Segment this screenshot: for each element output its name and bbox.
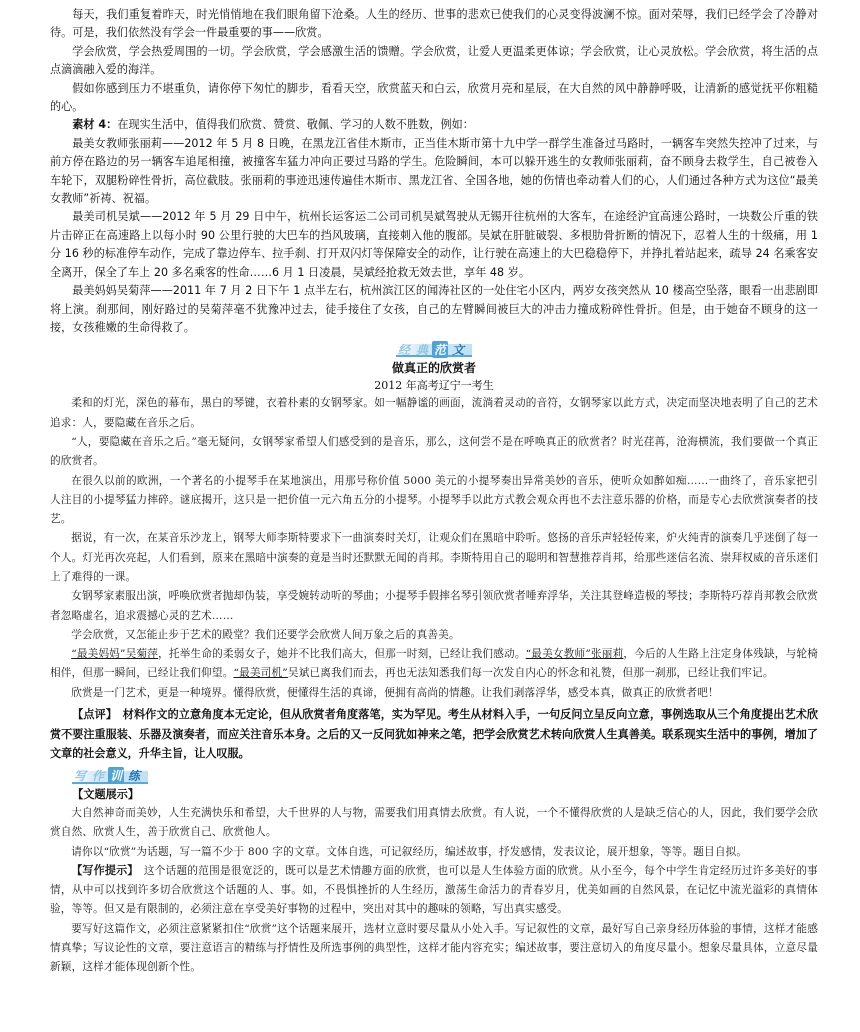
essay-paragraph-2: “人，要隐藏在音乐之后。”毫无疑问，女钢琴家希望人们感受到的是音乐，那么，这何尝不是在呼唤真正的欣赏者？时光荏苒，沧海横流，我们要做一个真正的欣赏者。 — [50, 435, 818, 468]
banner-char: 训 — [109, 769, 122, 784]
underlined-phrase: “最美女教师”张丽莉 — [525, 648, 624, 661]
banner-char: 典 — [415, 342, 428, 357]
material-4-teacher: 最美女教师张丽莉——2012 年 5 月 8 日晚，在黑龙江省佳木斯市，正当佳木斯市第十九中学一群学生准备过马路时，一辆客车突然失控冲了过来，与前方停在路边的另一辆客车追尾相撞，被撞客车猛力冲向正要过马路的学生。危险瞬间，本可以躲开逃生的女教师张丽莉，奋不顾身去救学生，自己被卷入车轮下，双腿粉碎性骨折，高位截肢。张丽莉的事迹迅速传遍佳木斯市、黑龙江省、全国各地，她的伤情也牵动着人们的心，人们通过各种方式为这位“最美女教师”祈祷、祝福。 — [50, 136, 818, 206]
material-4-label: 素材 4： — [72, 118, 118, 132]
review-paragraph — [50, 705, 818, 764]
banner-char: 经 — [397, 342, 410, 357]
topic-show-paragraph-2: 请你以“欣赏”为话题，写一篇不少于 800 字的文章。文体自选，可记叙经历，编述故事，抒发感情，发表议论，展开想象，等等。题目自拟。 — [71, 845, 748, 858]
essay-subtitle: 2012 年高考辽宁一考生 — [374, 379, 494, 393]
writing-tip-label: 【写作提示】 — [71, 863, 133, 877]
writing-training — [50, 786, 818, 978]
topic-show-paragraph-1: 大自然神奇而美妙，人生充满快乐和希望，大千世界的人与物，需要我们用真情去欣赏。有人说，一个不懂得欣赏的人是缺乏信心的人，因此，我们要学会欣赏自然、欣赏人生，善于欣赏自己、欣赏他人。 — [50, 806, 818, 839]
essay-paragraph-7 — [50, 645, 818, 684]
material-4-lead-text: 在现实生活中，值得我们欣赏、赞赏、敬佩、学习的人数不胜数，例如： — [117, 118, 474, 132]
writing-tip-paragraph-1 — [50, 862, 818, 920]
intro-paragraph-3: 假如你感到压力不堪重负，请你停下匆忙的脚步，看看天空，欣赏蓝天和白云，欣赏月亮和星辰，在大自然的风中静静呼吸，让清新的感觉抚平你粗糙的心。 — [50, 81, 818, 114]
banner-char: 作 — [91, 769, 104, 784]
essay-text: ，托举生命的柔弱女子，她并不比我们高大，但那一时刻，已经让我们感动。 — [158, 648, 526, 661]
essay-paragraph-1: 柔和的灯光，深色的幕布，黑白的琴键，衣着朴素的女钢琴家。如一幅静谧的画面，流淌着灵动的音符，女钢琴家以此方式，决定而坚决地表明了自己的艺术追求：人，要隐藏在音乐之后。 — [50, 397, 818, 429]
essay-paragraph-3: 在很久以前的欧洲，一个著名的小提琴手在某地演出，用那号称价值 5000 美元的小提琴奏出异常美妙的音乐，使听众如醉如痴……一曲终了，音乐家把引人注目的小提琴猛力摔碎。谜底揭开，这只是一把价值一元六角五分的小提琴。小提琴手以此方式教会观众再也不去注意乐器的价格，而是专心去欣赏演奏者的技艺。 — [50, 474, 818, 526]
banner-char: 写 — [73, 769, 86, 784]
essay-paragraph-8: 欣赏是一门艺术，更是一种境界。懂得欣赏，便懂得生活的真谛，便拥有高尚的情趣。让我们剥落浮华，感受本真，做真正的欣赏者吧！ — [71, 686, 719, 699]
material-4-section — [50, 116, 818, 337]
review-text: 材料作文的立意角度本无定论，但从欣赏者角度落笔，实为罕见。考生从材料入手，一句反问立呈反向立意，事例选取从三个角度提出艺术欣赏不要注重服装、乐器及演奏者，而应关注音乐本身。之后的又一反问犹如神来之笔，把学会欣赏艺术转向欣赏人生真善美。联系现实生活中的事例，增加了文章的社会意义，升华主旨，让人叹服。 — [50, 708, 819, 761]
writing-practice-banner — [50, 766, 818, 786]
review-label: 【点评】 — [72, 708, 112, 722]
essay-paragraph-4: 据说，有一次，在某音乐沙龙上，钢琴大师李斯特要求下一曲演奏时关灯，让观众们在黑暗中聆听。悠扬的音乐声轻轻传来，炉火纯青的演奏几乎迷倒了每一个人。灯光再次亮起，人们看到，原来在黑暗中演奏的竟是当时还默默无闻的肖邦。李斯特用自己的聪明和智慧推荐肖邦，给那些迷信名流、崇拜权威的音乐迷们上了难得的一课。 — [50, 532, 818, 583]
banner-char: 文 — [451, 342, 464, 357]
banner-char: 范 — [433, 342, 446, 357]
essay-paragraph-5: 女钢琴家素服出演，呼唤欣赏者抛却伪装，享受婉转动听的琴曲；小提琴手假摔名琴引领欣赏者唾弃浮华，关注其登峰造极的琴技；李斯特巧荐肖邦教会欣赏者忽略虚名，追求震撼心灵的艺术…… — [50, 590, 818, 622]
model-essay — [50, 359, 818, 703]
underlined-phrase: “最美司机” — [233, 667, 288, 680]
classic-essay-banner — [50, 339, 818, 359]
intro-section — [50, 6, 818, 116]
material-4-mother: 最美妈妈吴菊萍——2011 年 7 月 2 日下午 1 点半左右，杭州滨江区的闻涛社区的一处住宅小区内，两岁女孩突然从 10 楼高空坠落，眼看一出悲剧即将上演。刹那间，刚好路过的吴菊萍毫不犹豫冲过去，徒手接住了女孩，自己的左臂瞬间被巨大的冲击力撞成粉碎性骨折。但是，由于她奋不顾身的这一接，女孩稚嫩的生命得救了。 — [50, 284, 818, 334]
essay-paragraph-6: 学会欣赏，又怎能止步于艺术的殿堂？我们还要学会欣赏人间万象之后的真善美。 — [71, 628, 460, 641]
writing-tip-paragraph-2: 要写好这篇作文，必须注意紧紧扣住“欣赏”这个话题来展开，选材立意时要尽量从小处入手。写记叙性的文章，最好写自己亲身经历体验的事情，这样才能感情真挚；写议论性的文章，要注意语言的精练与抒情性及所选事例的典型性，这样才能内容充实；编述故事，要注意切入的角度尽量小。想象尽量具体，立意尽量新颖，这样才能体现创新个性。 — [50, 922, 818, 974]
intro-paragraph-2: 学会欣赏，学会热爱周围的一切。学会欣赏，学会感激生活的馈赠。学会欣赏，让爱人更温柔更体谅；学会欣赏，让心灵放松。学会欣赏，将生活的点点滴滴融入爱的海洋。 — [50, 44, 818, 77]
underlined-phrase: “最美妈妈”吴菊萍 — [71, 648, 159, 661]
essay-text: 吴斌已离我们而去，再也无法知悉我们每一次发自内心的怀念和礼赞，但那一刹那，已经让我们牢记。 — [287, 667, 774, 680]
essay-text: ，今后的人生路上注定身体残缺，与轮椅相伴，但那一瞬间，已经让我们仰望。 — [50, 648, 818, 680]
essay-title: 做真正的欣赏者 — [391, 361, 476, 376]
banner-char: 练 — [127, 769, 140, 784]
document-page — [50, 6, 818, 978]
material-4-lead — [50, 116, 818, 134]
material-4-driver: 最美司机吴斌——2012 年 5 月 29 日中午，杭州长运客运二公司司机吴斌驾驶从无锡开往杭州的大客车，在途经沪宜高速公路时，一块数公斤重的铁片击碎正在高速路上以每小时 90 公里行驶的大巴车的挡风玻璃，直接刺入他的腹部。吴斌在肝脏破裂、多根肋骨折断的情况下，忍着人生的十级痛，用 1 分 16 秒的标准停车动作，完成了靠边停车、拉手刹、打开双闪灯等保障安全的动作，让行驶在高速上的大巴稳稳停下，并挣扎着站起来，疏导 24 名乘客安全离开，保全了车上 20 多名乘客的性命……6 月 1 日凌晨，吴斌经抢救无效去世，享年 48 岁。 — [50, 210, 818, 279]
topic-show-label: 【文题展示】 — [72, 787, 140, 801]
writing-tip-text: 这个话题的范围是很宽泛的，既可以是艺术情趣方面的欣赏，也可以是人生体验方面的欣赏。从小至今，每个中学生肯定经历过许多美好的事情，从中可以找到许多切合欣赏这个话题的人、事。如，不畏惧挫折的人生经历，激荡生命活力的青春岁月，优美如画的自然风景，在记忆中流光溢彩的真情体验，等等。但又是有限制的，必须注意在享受美好事物的过程中，突出对其中的趣味的领略，写出真实感受。 — [50, 864, 818, 916]
intro-paragraph-1: 每天，我们重复着昨天，时光悄悄地在我们眼角留下沧桑。人生的经历、世事的悲欢已使我们的心灵变得波澜不惊。面对荣辱，我们已经学会了冷静对待。可是，我们依然没有学会一件最重要的事——欣赏。 — [50, 8, 818, 40]
